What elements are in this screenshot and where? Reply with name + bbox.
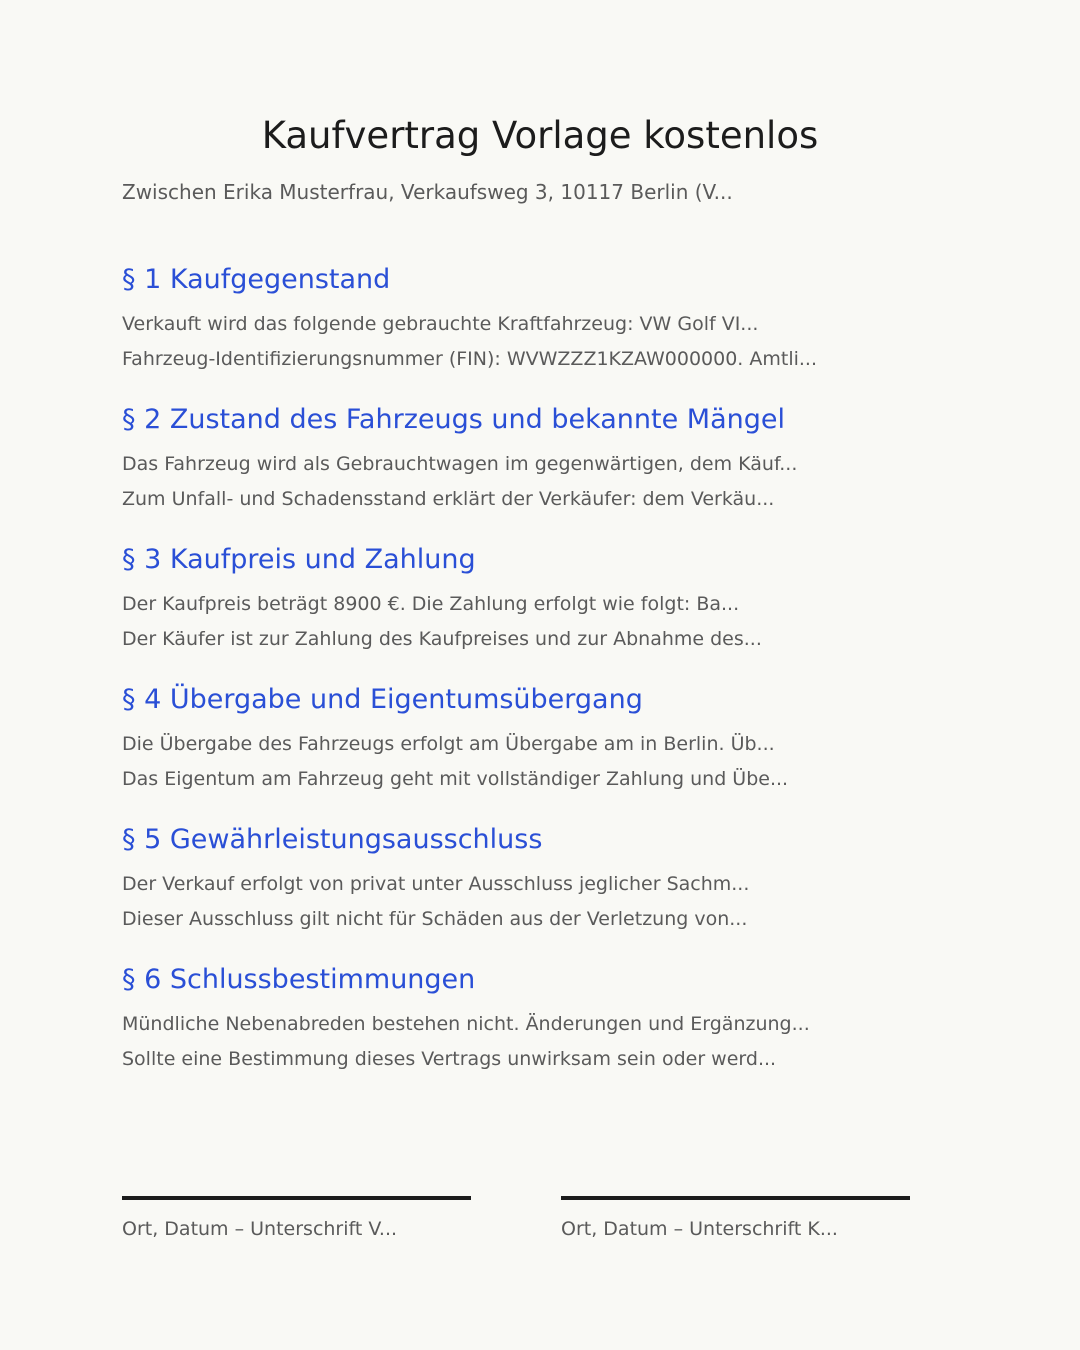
page-title: Kaufvertrag Vorlage kostenlos [261, 114, 819, 157]
section-2-zustand [122, 402, 962, 517]
section-6-schlussbestimmungen [122, 962, 962, 1077]
section-heading: § 1 Kaufgegenstand [122, 264, 391, 295]
section-line: Dieser Ausschluss gilt nicht für Schäden aus der Verletzung von... [122, 908, 748, 930]
seller-signature-label: Ort, Datum – Unterschrift V... [122, 1218, 398, 1240]
signature-line [561, 1196, 910, 1200]
section-line: Der Käufer ist zur Zahlung des Kaufpreises und zur Abnahme des... [122, 628, 762, 650]
section-line: Der Kaufpreis beträgt 8900 €. Die Zahlung erfolgt wie folgt: Ba... [122, 593, 740, 615]
signature-line [122, 1196, 471, 1200]
section-heading: § 3 Kaufpreis und Zahlung [122, 544, 476, 575]
section-heading: § 2 Zustand des Fahrzeugs und bekannte Mängel [122, 404, 785, 435]
section-5-gewaehrleistung [122, 822, 962, 937]
section-line: Das Fahrzeug wird als Gebrauchtwagen im gegenwärtigen, dem Käuf... [122, 453, 798, 475]
section-line: Der Verkauf erfolgt von privat unter Ausschluss jeglicher Sachm... [122, 873, 750, 895]
section-heading: § 5 Gewährleistungsausschluss [122, 824, 543, 855]
section-heading: § 6 Schlussbestimmungen [122, 964, 476, 995]
section-line: Mündliche Nebenabreden bestehen nicht. Änderungen und Ergänzung... [122, 1013, 810, 1035]
section-3-kaufpreis [122, 542, 962, 657]
section-line: Fahrzeug-Identifizierungsnummer (FIN): WVWZZZ1KZAW000000. Amtli... [122, 348, 818, 370]
buyer-signature-label: Ort, Datum – Unterschrift K... [561, 1218, 838, 1240]
contract-parties-intro: Zwischen Erika Musterfrau, Verkaufsweg 3, 10117 Berlin (V... [122, 180, 733, 204]
buyer-signature-block [561, 1196, 910, 1243]
section-4-uebergabe [122, 682, 962, 797]
section-line: Die Übergabe des Fahrzeugs erfolgt am Übergabe am in Berlin. Üb... [122, 733, 775, 755]
section-heading: § 4 Übergabe und Eigentumsübergang [122, 684, 643, 715]
seller-signature-block [122, 1196, 471, 1243]
section-line: Das Eigentum am Fahrzeug geht mit vollständiger Zahlung und Übe... [122, 768, 789, 790]
section-line: Zum Unfall- und Schadensstand erklärt der Verkäufer: dem Verkäu... [122, 488, 775, 510]
section-line: Sollte eine Bestimmung dieses Vertrags unwirksam sein oder werd... [122, 1048, 777, 1070]
section-line: Verkauft wird das folgende gebrauchte Kraftfahrzeug: VW Golf VI... [122, 313, 759, 335]
section-1-kaufgegenstand [122, 262, 962, 377]
